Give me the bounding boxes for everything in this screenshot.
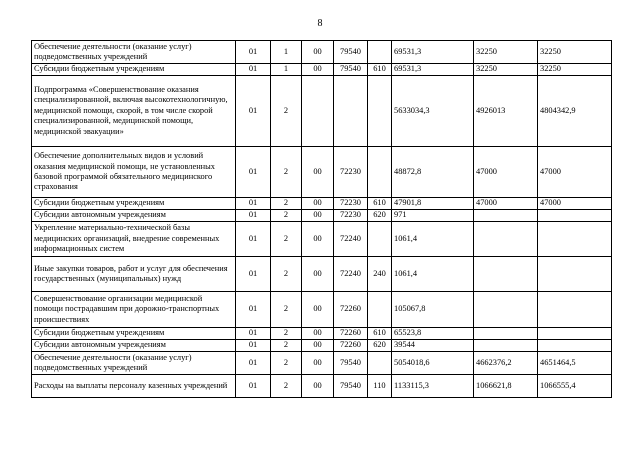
program-code: 01 (236, 222, 271, 257)
subprogram-code: 2 (271, 147, 302, 198)
expense-type-code: 610 (368, 198, 392, 210)
expense-type-code (368, 352, 392, 375)
page-number: 8 (317, 18, 323, 29)
table-row (32, 41, 612, 64)
expense-type-code (368, 41, 392, 64)
expense-type-code: 610 (368, 328, 392, 340)
program-code: 01 (236, 210, 271, 222)
amount-year-2: 47000 (474, 198, 538, 210)
amount-year-2 (474, 292, 538, 328)
amount-year-1: 5054018,6 (392, 352, 474, 375)
amount-year-2 (474, 257, 538, 292)
amount-year-2: 1066621,8 (474, 375, 538, 398)
table-row (32, 257, 612, 292)
row-name: Субсидии бюджетным учреждениям (32, 198, 236, 210)
table-row (32, 222, 612, 257)
expense-code: 72230 (334, 210, 368, 222)
expense-type-code: 240 (368, 257, 392, 292)
program-code: 01 (236, 352, 271, 375)
direction-code: 00 (302, 64, 334, 76)
row-name: Субсидии автономным учреждениям (32, 340, 236, 352)
amount-year-3: 4804342,9 (538, 76, 612, 147)
row-name: Иные закупки товаров, работ и услуг для обеспечения государственных (муниципальных) нужд (32, 257, 236, 292)
expense-code: 79540 (334, 352, 368, 375)
table-row (32, 147, 612, 198)
expense-code: 72230 (334, 147, 368, 198)
amount-year-3 (538, 292, 612, 328)
expense-code (334, 76, 368, 147)
amount-year-3: 4651464,5 (538, 352, 612, 375)
program-code: 01 (236, 375, 271, 398)
subprogram-code: 2 (271, 76, 302, 147)
amount-year-3 (538, 222, 612, 257)
expense-code: 72230 (334, 198, 368, 210)
row-name: Подпрограмма «Совершенствование оказания специализированной, включая высокотехнологичную, медицинской помощи, скорой, в том числе скорой специализированной, медицинской помощи, медицинской эвакуации» (32, 76, 236, 147)
row-name: Расходы на выплаты персоналу казенных учреждений (32, 375, 236, 398)
expense-type-code: 110 (368, 375, 392, 398)
expense-code: 72260 (334, 340, 368, 352)
amount-year-1: 1061,4 (392, 222, 474, 257)
expense-code: 72260 (334, 292, 368, 328)
amount-year-1: 1061,4 (392, 257, 474, 292)
direction-code: 00 (302, 41, 334, 64)
amount-year-2: 4662376,2 (474, 352, 538, 375)
program-code: 01 (236, 198, 271, 210)
amount-year-1: 65523,8 (392, 328, 474, 340)
row-name: Укрепление материально-технической базы медицинских организаций, внедрение современных информационных систем (32, 222, 236, 257)
direction-code: 00 (302, 340, 334, 352)
row-name: Обеспечение деятельности (оказание услуг) подведомственных учреждений (32, 352, 236, 375)
table-row (32, 292, 612, 328)
direction-code: 00 (302, 292, 334, 328)
expense-type-code: 610 (368, 64, 392, 76)
expense-code: 79540 (334, 375, 368, 398)
expense-type-code: 620 (368, 340, 392, 352)
subprogram-code: 2 (271, 210, 302, 222)
direction-code (302, 76, 334, 147)
row-name: Совершенствование организации медицинской помощи пострадавшим при дорожно-транспортных происшествиях (32, 292, 236, 328)
subprogram-code: 1 (271, 64, 302, 76)
direction-code: 00 (302, 147, 334, 198)
expense-code: 72240 (334, 222, 368, 257)
direction-code: 00 (302, 257, 334, 292)
amount-year-2: 47000 (474, 147, 538, 198)
subprogram-code: 1 (271, 41, 302, 64)
row-name: Субсидии автономным учреждениям (32, 210, 236, 222)
row-name: Субсидии бюджетным учреждениям (32, 64, 236, 76)
direction-code: 00 (302, 352, 334, 375)
expense-type-code (368, 147, 392, 198)
amount-year-3: 32250 (538, 64, 612, 76)
amount-year-1: 1133115,3 (392, 375, 474, 398)
subprogram-code: 2 (271, 352, 302, 375)
subprogram-code: 2 (271, 328, 302, 340)
amount-year-1: 47901,8 (392, 198, 474, 210)
amount-year-3: 47000 (538, 147, 612, 198)
row-name: Обеспечение дополнительных видов и условий оказания медицинской помощи, не установленных базовой программой обязательного медицинского страхования (32, 147, 236, 198)
amount-year-3: 47000 (538, 198, 612, 210)
direction-code: 00 (302, 198, 334, 210)
subprogram-code: 2 (271, 257, 302, 292)
amount-year-1: 971 (392, 210, 474, 222)
program-code: 01 (236, 292, 271, 328)
amount-year-2: 32250 (474, 41, 538, 64)
subprogram-code: 2 (271, 375, 302, 398)
subprogram-code: 2 (271, 292, 302, 328)
table-row (32, 352, 612, 375)
program-code: 01 (236, 328, 271, 340)
expense-type-code (368, 222, 392, 257)
amount-year-1: 39544 (392, 340, 474, 352)
amount-year-3 (538, 210, 612, 222)
program-code: 01 (236, 64, 271, 76)
amount-year-2: 4926013 (474, 76, 538, 147)
amount-year-3 (538, 257, 612, 292)
amount-year-1: 48872,8 (392, 147, 474, 198)
subprogram-code: 2 (271, 222, 302, 257)
expense-type-code (368, 292, 392, 328)
subprogram-code: 2 (271, 198, 302, 210)
row-name: Обеспечение деятельности (оказание услуг) подведомственных учреждений (32, 41, 236, 64)
table-row (32, 76, 612, 147)
expense-code: 72240 (334, 257, 368, 292)
amount-year-2 (474, 328, 538, 340)
table-row (32, 328, 612, 340)
amount-year-1: 105067,8 (392, 292, 474, 328)
program-code: 01 (236, 41, 271, 64)
program-code: 01 (236, 340, 271, 352)
table-row (32, 198, 612, 210)
expense-code: 79540 (334, 41, 368, 64)
direction-code: 00 (302, 328, 334, 340)
subprogram-code: 2 (271, 340, 302, 352)
expense-type-code (368, 76, 392, 147)
amount-year-3: 32250 (538, 41, 612, 64)
amount-year-2: 32250 (474, 64, 538, 76)
amount-year-1: 5633034,3 (392, 76, 474, 147)
amount-year-3 (538, 340, 612, 352)
amount-year-2 (474, 222, 538, 257)
amount-year-3 (538, 328, 612, 340)
amount-year-1: 69531,3 (392, 64, 474, 76)
expense-type-code: 620 (368, 210, 392, 222)
direction-code: 00 (302, 210, 334, 222)
table-row (32, 375, 612, 398)
row-name: Субсидии бюджетным учреждениям (32, 328, 236, 340)
amount-year-2 (474, 340, 538, 352)
program-code: 01 (236, 147, 271, 198)
table-row (32, 340, 612, 352)
amount-year-2 (474, 210, 538, 222)
program-code: 01 (236, 76, 271, 147)
budget-table (31, 40, 612, 398)
table-row (32, 210, 612, 222)
direction-code: 00 (302, 222, 334, 257)
table-row (32, 64, 612, 76)
expense-code: 72260 (334, 328, 368, 340)
program-code: 01 (236, 257, 271, 292)
amount-year-3: 1066555,4 (538, 375, 612, 398)
direction-code: 00 (302, 375, 334, 398)
amount-year-1: 69531,3 (392, 41, 474, 64)
expense-code: 79540 (334, 64, 368, 76)
